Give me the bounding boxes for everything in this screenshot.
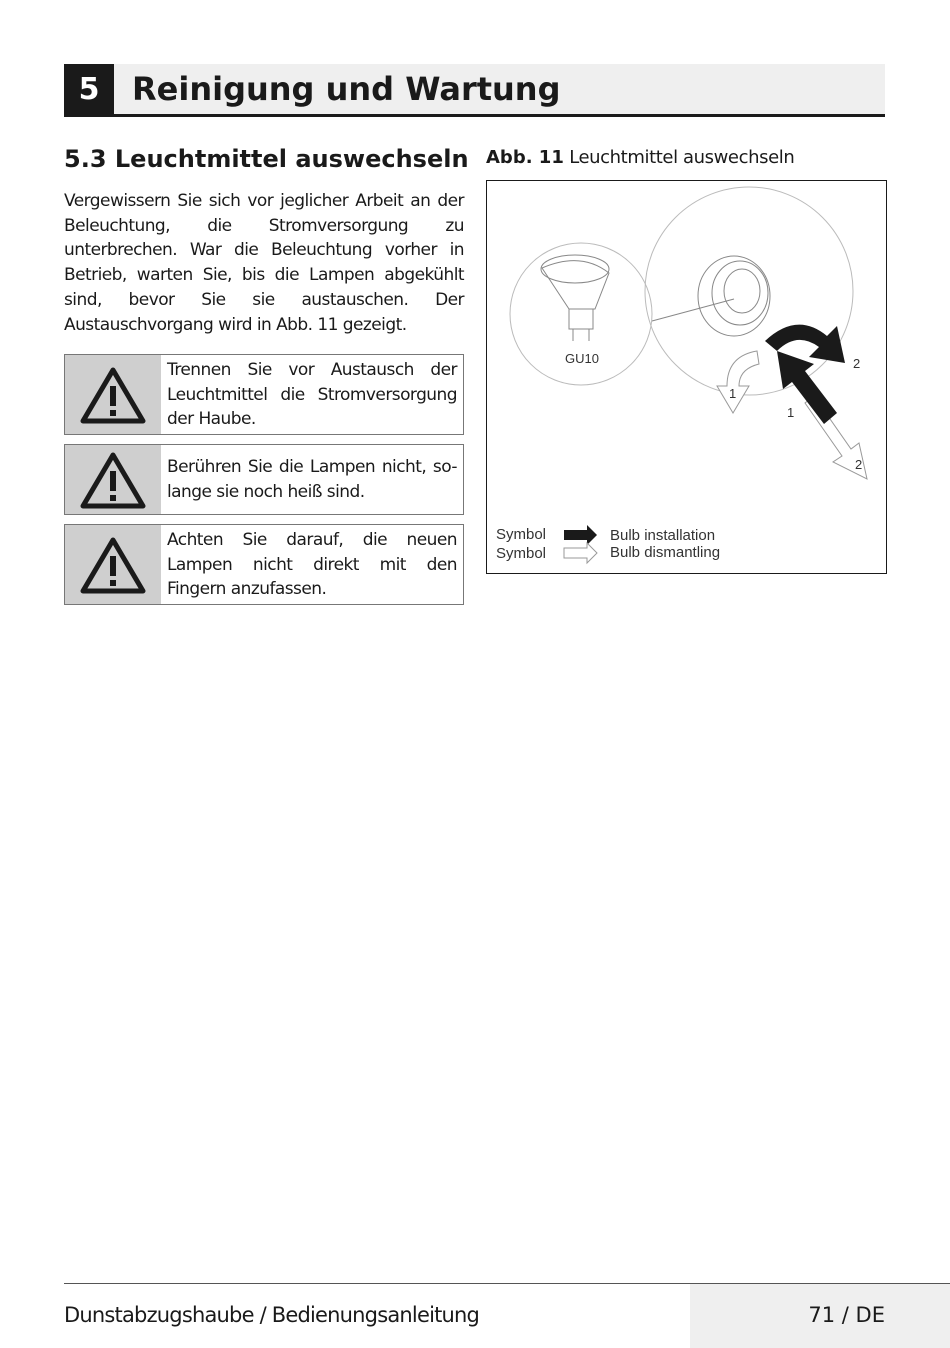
warning-box	[64, 444, 464, 515]
page-number: 71 / DE	[808, 1303, 885, 1327]
figure-caption	[486, 143, 794, 173]
step-label: 1	[787, 405, 795, 420]
hood-lamp-icon	[652, 256, 770, 336]
warning-triangle-icon	[65, 355, 161, 434]
warning-box	[64, 354, 464, 435]
warning-text: Achten Sie darauf, die neuen Lampen nicht direkt mit den Fingern anzufassen.	[167, 530, 457, 599]
chapter-title: Reinigung und Wartung	[132, 70, 561, 108]
legend-label: Bulb installation	[610, 527, 716, 544]
legend-arrow-filled	[564, 525, 597, 545]
footer-title: Dunstabzugshaube / Bedienungsanleitung	[64, 1303, 480, 1327]
chapter-number: 5	[64, 64, 114, 114]
legend-symbol: Symbol	[496, 545, 547, 562]
legend-label: Bulb dismantling	[610, 544, 721, 561]
warning-box	[64, 524, 464, 605]
step-label: 1	[729, 386, 737, 401]
step-label: 2	[853, 356, 861, 371]
installation-arrow-icon	[765, 325, 845, 424]
gu10-bulb-icon	[541, 255, 609, 341]
legend-arrow-outline	[564, 543, 597, 563]
figure-illustration	[486, 180, 887, 574]
bulb-replacement-diagram	[487, 181, 886, 573]
warning-text: Berühren Sie die Lampen nicht, so-lange sie noch heiß sind.	[167, 457, 457, 502]
step-label: 2	[855, 457, 863, 472]
warning-text: Trennen Sie vor Austausch der Leuchtmittel die Stromversorgung der Haube.	[167, 360, 457, 429]
figure-caption-text: Leuchtmittel auswechseln	[569, 147, 795, 168]
section-title: 5.3 Leuchtmittel auswechseln	[64, 145, 469, 173]
warning-triangle-icon	[65, 525, 161, 604]
section-body: Vergewissern Sie sich vor jeglicher Arbeit an der Beleuchtung, die Stromversorgung zu unterbrechen. War die Beleuchtung vorher in Betrieb, warten Sie, bis die Lampen abgekühlt sind, bevor Sie sie austauschen. Der Austauschvorgang wird in Abb. 11 gezeigt.	[64, 191, 464, 335]
figure-caption-label: Abb. 11	[486, 147, 564, 168]
bulb-label: GU10	[565, 351, 599, 366]
warning-triangle-icon	[65, 445, 161, 514]
legend-symbol: Symbol	[496, 526, 547, 543]
chapter-header	[64, 64, 885, 117]
